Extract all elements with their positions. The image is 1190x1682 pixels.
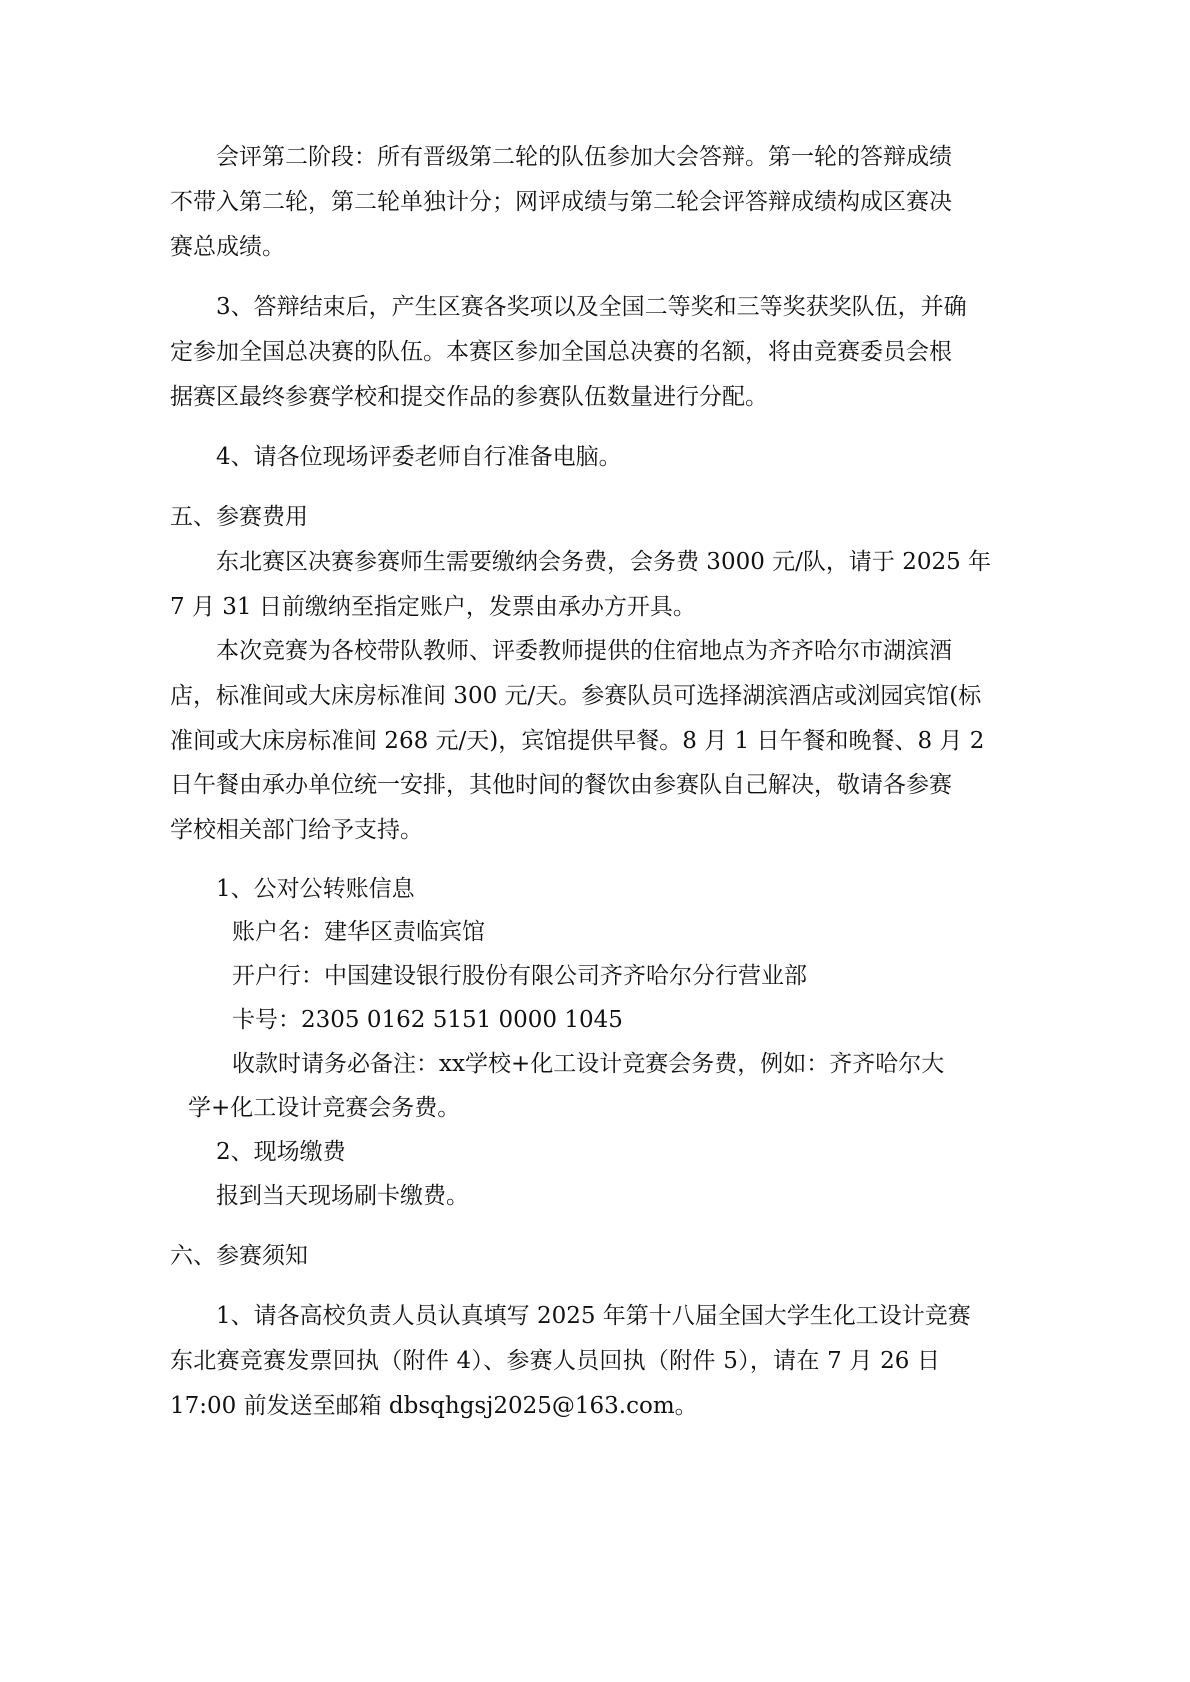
text-line: 2、现场缴费 [216,1139,346,1165]
text-line: 本次竞赛为各校带队教师、评委教师提供的住宿地点为齐齐哈尔市湖滨酒 [216,638,952,664]
text-line: 1、请各高校负责人员认真填写 2025 年第十八届全国大学生化工设计竞赛 [216,1303,971,1329]
text-line: 17:00 前发送至邮箱 dbsqhgsj2025@163.com。 [170,1393,698,1419]
text-line: 东北赛区决赛参赛师生需要缴纳会务费，会务费 3000 元/队，请于 2025 年 [216,549,992,575]
text-line: 日午餐由承办单位统一安排，其他时间的餐饮由参赛队自己解决，敬请各参赛 [170,772,952,798]
text-line: 3、答辩结束后，产生区赛各奖项以及全国二等奖和三等奖获奖队伍，并确 [216,294,967,320]
text-line: 收款时请务必备注：xx学校+化工设计竞赛会务费，例如：齐齐哈尔大 [232,1051,945,1077]
text-line: 账户名：建华区责临宾馆 [232,919,485,945]
text-line: 学+化工设计竞赛会务费。 [188,1095,461,1121]
text-line: 7 月 31 日前缴纳至指定账户，发票由承办方开具。 [170,594,696,620]
text-line: 报到当天现场刷卡缴费。 [216,1183,469,1209]
text-line: 定参加全国总决赛的队伍。本赛区参加全国总决赛的名额，将由竞赛委员会根 [170,339,952,365]
text-line: 不带入第二轮，第二轮单独计分；网评成绩与第二轮会评答辩成绩构成区赛决 [170,189,952,215]
text-line: 4、请各位现场评委老师自行准备电脑。 [216,444,622,470]
text-line: 1、公对公转账信息 [216,876,415,902]
text-line: 学校相关部门给予支持。 [170,817,423,843]
text-line: 开户行：中国建设银行股份有限公司齐齐哈尔分行营业部 [232,963,807,989]
text-line: 准间或大床房标准间 268 元/天)，宾馆提供早餐。8 月 1 日午餐和晚餐、8 月 2 [170,728,985,754]
text-line: 卡号：2305 0162 5151 0000 1045 [232,1007,623,1033]
text-line: 据赛区最终参赛学校和提交作品的参赛队伍数量进行分配。 [170,384,768,410]
text-line: 赛总成绩。 [170,234,285,260]
section-heading: 五、参赛费用 [170,504,308,530]
section-heading: 六、参赛须知 [170,1243,308,1269]
text-line: 东北赛竞赛发票回执（附件 4）、参赛人员回执（附件 5），请在 7 月 26 日 [170,1348,940,1374]
text-line: 会评第二阶段：所有晋级第二轮的队伍参加大会答辩。第一轮的答辩成绩 [216,144,952,170]
text-line: 店，标准间或大床房标准间 300 元/天。参赛队员可选择湖滨酒店或浏园宾馆(标 [170,683,982,709]
